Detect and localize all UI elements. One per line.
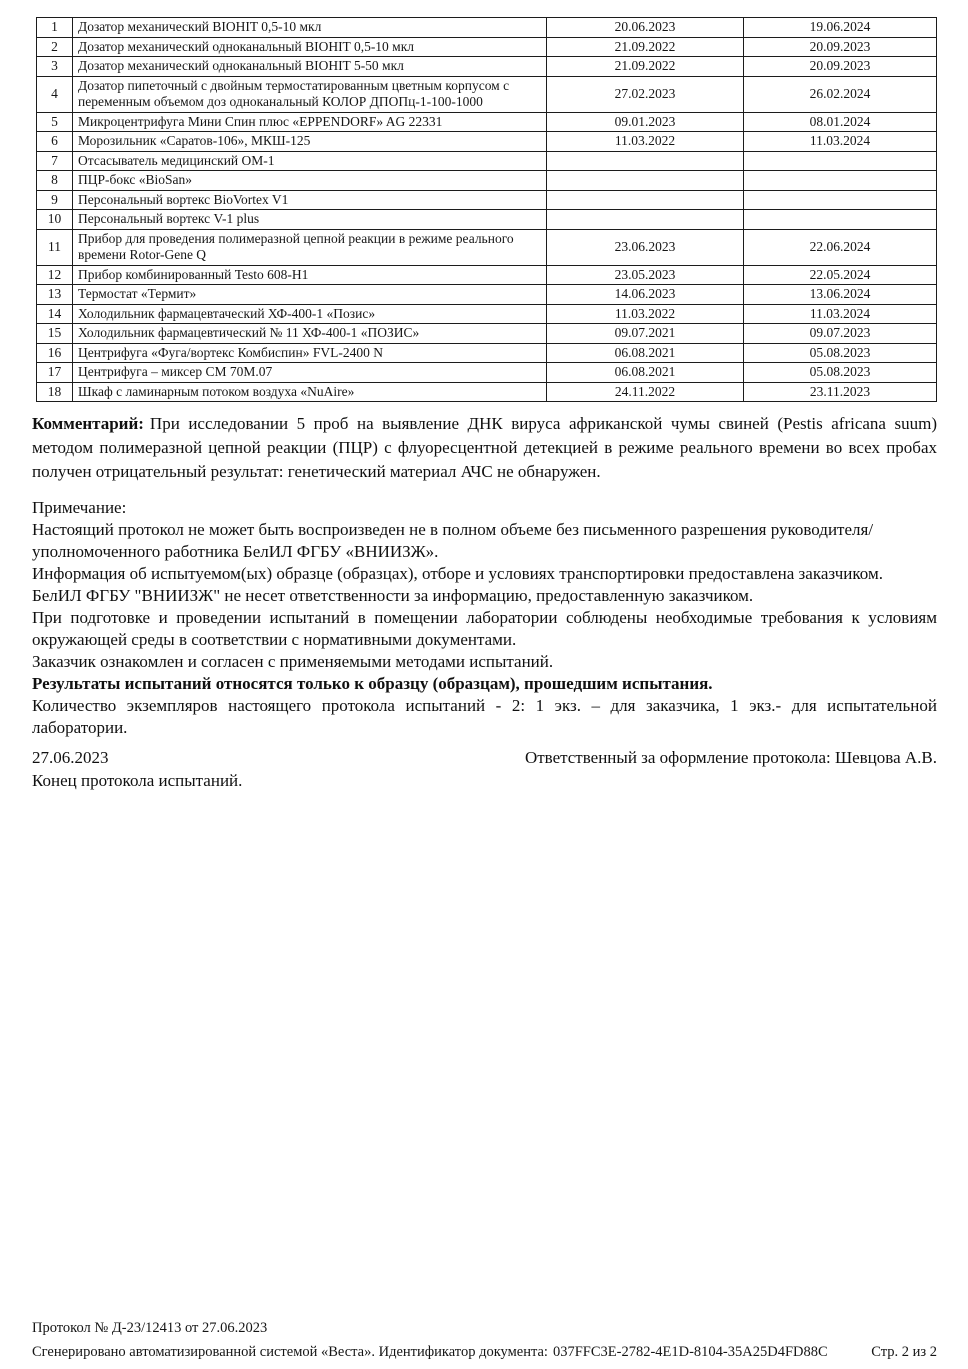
equipment-name-cell: Холодильник фармацевтический № 11 ХФ-400-1 «ПОЗИС» [73, 324, 547, 344]
footer-document-id: 037FFC3E-2782-4E1D-8104-35A25D4FD88C [552, 1344, 828, 1360]
verification-date-cell [547, 210, 744, 230]
signoff-row [32, 746, 937, 769]
verification-date-cell: 20.06.2023 [547, 18, 744, 38]
comment-section [32, 412, 937, 484]
verification-date-cell: 27.02.2023 [547, 76, 744, 112]
equipment-name-cell: Прибор комбинированный Testo 608-H1 [73, 265, 547, 285]
equipment-name-cell: Морозильник «Саратов-106», МКШ-125 [73, 132, 547, 152]
valid-until-date-cell: 05.08.2023 [744, 343, 937, 363]
valid-until-date-cell: 09.07.2023 [744, 324, 937, 344]
equipment-row [37, 18, 937, 38]
note-line-results-scope: Результаты испытаний относятся только к образцу (образцам), прошедшим испытания. [32, 674, 713, 693]
signoff-section [32, 746, 937, 792]
equipment-name-cell: Центрифуга – миксер СМ 70М.07 [73, 363, 547, 383]
equipment-name-cell: ПЦР-бокс «BioSan» [73, 171, 547, 191]
verification-date-cell: 21.09.2022 [547, 37, 744, 57]
row-number-cell: 9 [37, 190, 73, 210]
equipment-row [37, 151, 937, 171]
page-footer [32, 1316, 937, 1364]
row-number-cell: 1 [37, 18, 73, 38]
equipment-name-cell: Дозатор механический одноканальный BIOHIT 5-50 мкл [73, 57, 547, 77]
notes-title: Примечание: [32, 498, 127, 517]
equipment-row [37, 285, 937, 305]
equipment-row [37, 37, 937, 57]
equipment-name-cell: Термостат «Термит» [73, 285, 547, 305]
equipment-name-cell: Персональный вортекс V-1 plus [73, 210, 547, 230]
valid-until-date-cell: 19.06.2024 [744, 18, 937, 38]
footer-protocol-number: Протокол № Д-23/12413 от 27.06.2023 [32, 1320, 268, 1336]
verification-date-cell: 21.09.2022 [547, 57, 744, 77]
equipment-name-cell: Отсасыватель медицинский ОМ-1 [73, 151, 547, 171]
valid-until-date-cell: 05.08.2023 [744, 363, 937, 383]
equipment-row [37, 382, 937, 402]
verification-date-cell: 09.01.2023 [547, 112, 744, 132]
verification-date-cell [547, 151, 744, 171]
verification-date-cell: 23.05.2023 [547, 265, 744, 285]
equipment-row [37, 76, 937, 112]
verification-date-cell [547, 190, 744, 210]
equipment-name-cell: Холодильник фармацевтаческий ХФ-400-1 «Позис» [73, 304, 547, 324]
equipment-table-body [37, 18, 937, 402]
end-of-protocol-line: Конец протокола испытаний. [32, 771, 243, 790]
equipment-row [37, 190, 937, 210]
footer-generated-text [32, 1340, 828, 1364]
note-line-copies: Количество экземпляров настоящего протокола испытаний - 2: 1 экз. – для заказчика, 1 экз.- для испытательной лаборатории. [32, 696, 937, 737]
valid-until-date-cell: 26.02.2024 [744, 76, 937, 112]
row-number-cell: 10 [37, 210, 73, 230]
valid-until-date-cell: 13.06.2024 [744, 285, 937, 305]
note-line-customer-agreement: Заказчик ознакомлен и согласен с применяемыми методами испытаний. [32, 652, 554, 671]
row-number-cell: 12 [37, 265, 73, 285]
valid-until-date-cell [744, 151, 937, 171]
row-number-cell: 15 [37, 324, 73, 344]
equipment-name-cell: Микроцентрифуга Мини Спин плюс «EPPENDORF» AG 22331 [73, 112, 547, 132]
verification-date-cell: 06.08.2021 [547, 363, 744, 383]
footer-page-indicator: Стр. 2 из 2 [871, 1344, 937, 1360]
row-number-cell: 2 [37, 37, 73, 57]
equipment-name-cell: Дозатор механический BIOHIT 0,5-10 мкл [73, 18, 547, 38]
comment-paragraph [32, 412, 937, 484]
note-line-reproduction: Настоящий протокол не может быть воспроизведен не в полном объеме без письменного разрешения руководителя/уполномоченного работника БелИЛ ФГБУ «ВНИИЗЖ». [32, 520, 874, 561]
equipment-row [37, 229, 937, 265]
equipment-table [36, 17, 937, 402]
valid-until-date-cell: 08.01.2024 [744, 112, 937, 132]
equipment-row [37, 304, 937, 324]
equipment-row [37, 57, 937, 77]
equipment-name-cell: Персональный вортекс BioVortex V1 [73, 190, 547, 210]
verification-date-cell: 11.03.2022 [547, 304, 744, 324]
row-number-cell: 5 [37, 112, 73, 132]
equipment-row [37, 171, 937, 191]
row-number-cell: 18 [37, 382, 73, 402]
row-number-cell: 4 [37, 76, 73, 112]
equipment-row [37, 343, 937, 363]
equipment-row [37, 265, 937, 285]
comment-label: Комментарий: [32, 414, 144, 433]
equipment-name-cell: Центрифуга «Фуга/вортекс Комбиспин» FVL-2400 N [73, 343, 547, 363]
row-number-cell: 17 [37, 363, 73, 383]
valid-until-date-cell: 22.06.2024 [744, 229, 937, 265]
valid-until-date-cell: 20.09.2023 [744, 37, 937, 57]
equipment-row [37, 132, 937, 152]
verification-date-cell: 11.03.2022 [547, 132, 744, 152]
comment-text: При исследовании 5 проб на выявление ДНК вируса африканской чумы свиней (Pestis africana suum) методом полимеразной цепной реакции (ПЦР) с флуоресцентной детекцией в режиме реального времени во всех пробах получен отрицательный результат: генетический материал АЧС не обнаружен. [32, 414, 937, 481]
row-number-cell: 13 [37, 285, 73, 305]
valid-until-date-cell [744, 171, 937, 191]
verification-date-cell: 06.08.2021 [547, 343, 744, 363]
equipment-row [37, 363, 937, 383]
row-number-cell: 16 [37, 343, 73, 363]
verification-date-cell: 24.11.2022 [547, 382, 744, 402]
row-number-cell: 8 [37, 171, 73, 191]
valid-until-date-cell: 11.03.2024 [744, 304, 937, 324]
verification-date-cell [547, 171, 744, 191]
row-number-cell: 14 [37, 304, 73, 324]
signoff-responsible: Ответственный за оформление протокола: Шевцова А.В. [524, 748, 937, 767]
note-line-environment: При подготовке и проведении испытаний в помещении лаборатории соблюдены необходимые требования к условиям окружающей среды в соответствии с нормативными документами. [32, 608, 937, 649]
valid-until-date-cell: 11.03.2024 [744, 132, 937, 152]
valid-until-date-cell [744, 210, 937, 230]
row-number-cell: 6 [37, 132, 73, 152]
notes-section [32, 497, 937, 739]
valid-until-date-cell: 20.09.2023 [744, 57, 937, 77]
equipment-row [37, 210, 937, 230]
valid-until-date-cell [744, 190, 937, 210]
note-line-responsibility: БелИЛ ФГБУ "ВНИИЗЖ" не несет ответственности за информацию, предоставленную заказчиком. [32, 586, 754, 605]
row-number-cell: 11 [37, 229, 73, 265]
equipment-row [37, 112, 937, 132]
equipment-table-section [36, 17, 936, 402]
footer-generated-row [32, 1340, 937, 1364]
equipment-name-cell: Прибор для проведения полимеразной цепной реакции в режиме реального времени Rotor-Gene Q [73, 229, 547, 265]
verification-date-cell: 09.07.2021 [547, 324, 744, 344]
equipment-row [37, 324, 937, 344]
row-number-cell: 7 [37, 151, 73, 171]
valid-until-date-cell: 23.11.2023 [744, 382, 937, 402]
valid-until-date-cell: 22.05.2024 [744, 265, 937, 285]
equipment-name-cell: Дозатор пипеточный с двойным термостатированным цветным корпусом с переменным объемом доз одноканальный КОЛОР ДПОПц-1-100-1000 [73, 76, 547, 112]
equipment-name-cell: Дозатор механический одноканальный BIOHIT 0,5-10 мкл [73, 37, 547, 57]
note-line-sample-info: Информация об испытуемом(ых) образце (образцах), отборе и условиях транспортировки предоставлена заказчиком. [32, 564, 883, 583]
footer-generated-prefix: Сгенерировано автоматизированной системой «Веста». Идентификатор документа: [32, 1344, 548, 1360]
signoff-date: 27.06.2023 [32, 748, 109, 767]
verification-date-cell: 23.06.2023 [547, 229, 744, 265]
verification-date-cell: 14.06.2023 [547, 285, 744, 305]
equipment-name-cell: Шкаф с ламинарным потоком воздуха «NuAire» [73, 382, 547, 402]
row-number-cell: 3 [37, 57, 73, 77]
